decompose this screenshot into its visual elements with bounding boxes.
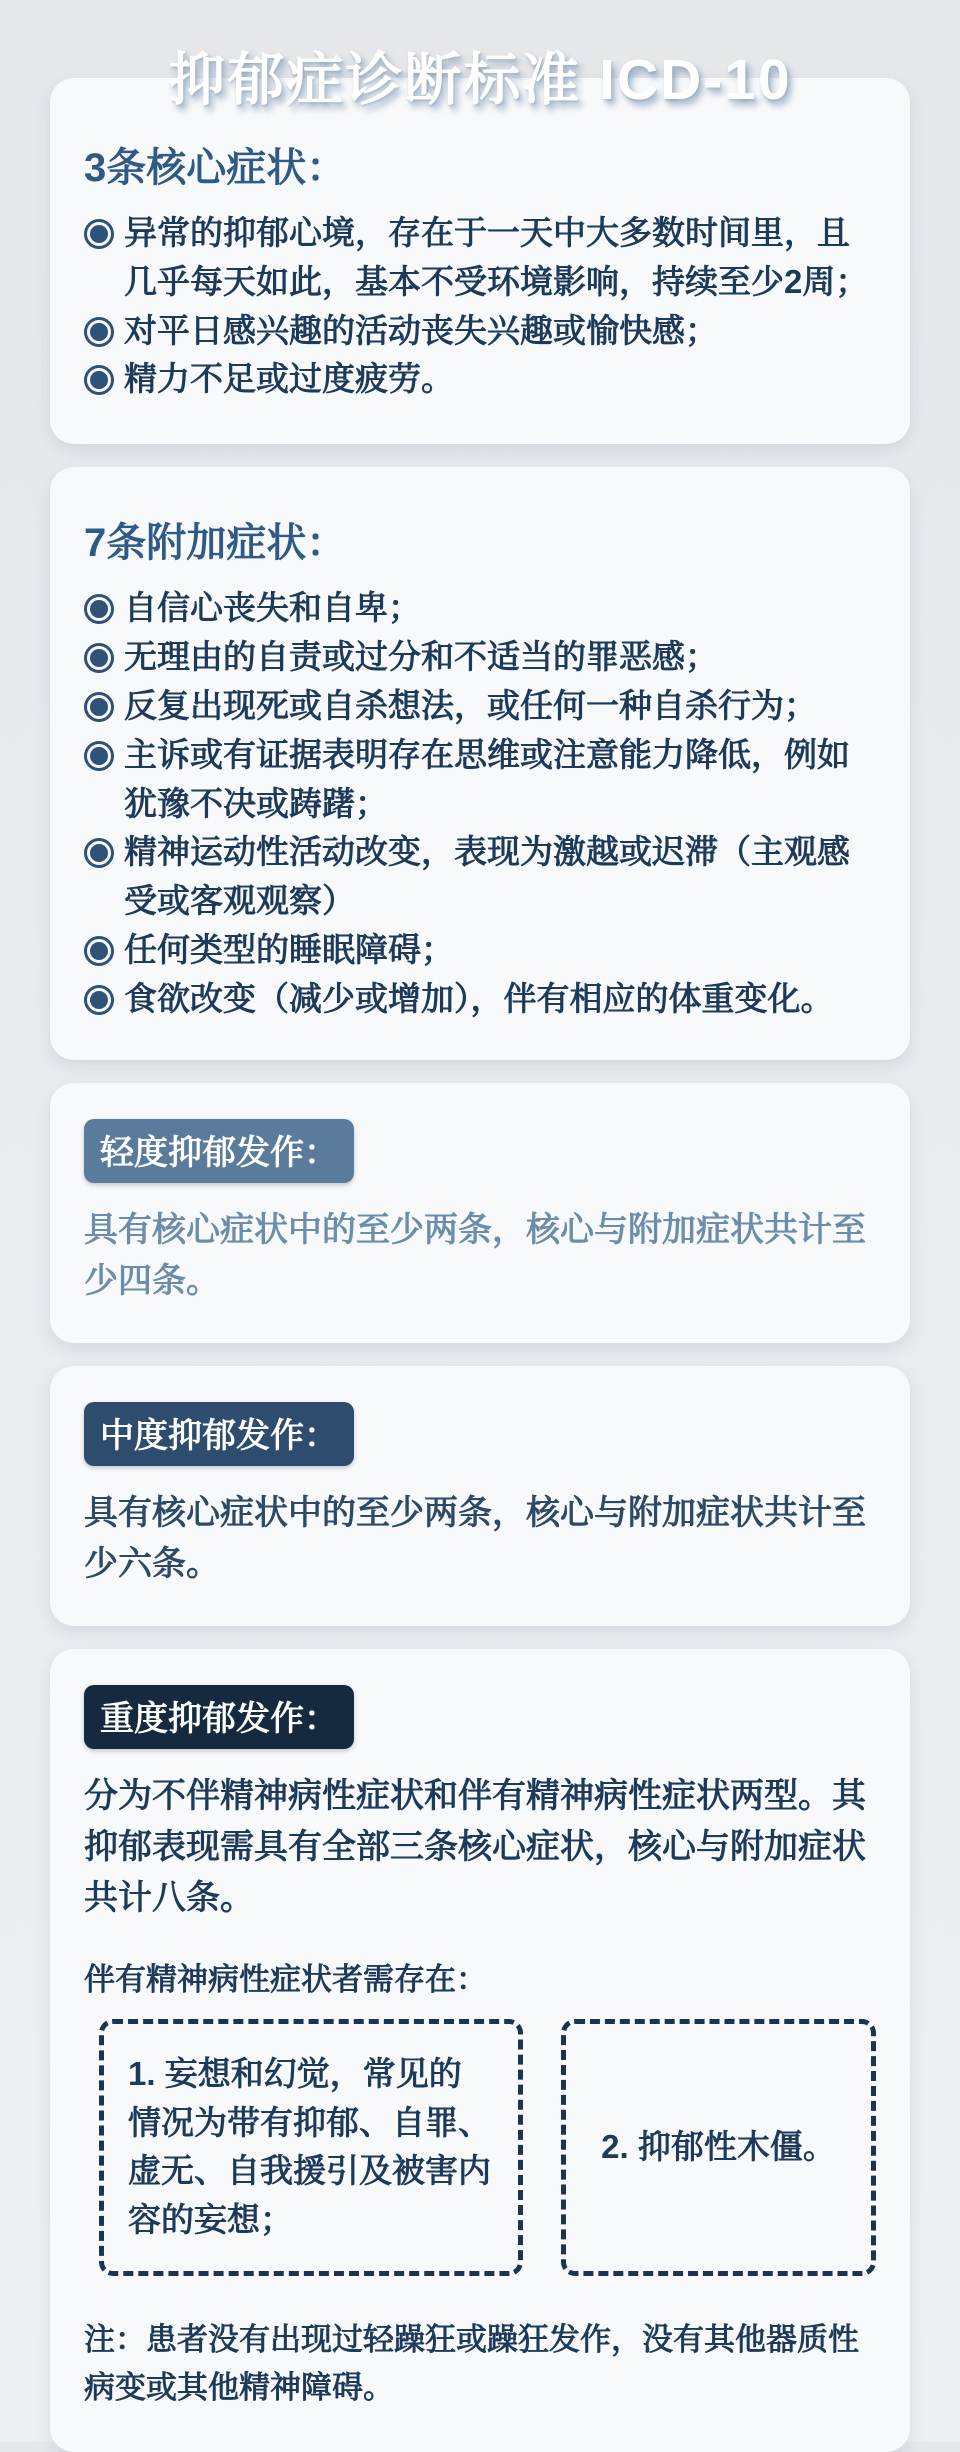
psychotic-symptoms-subheading: 伴有精神病性症状者需存在： [84,1961,487,1997]
list-item [84,975,876,1024]
card-severe-episode [50,1649,910,2452]
core-symptoms-list [84,209,876,404]
card-mild-episode [50,1083,910,1343]
list-item [84,584,876,633]
additional-symptoms-list [84,584,876,1023]
fisheye-bullet-icon [84,838,114,868]
additional-symptoms-heading: 7条附加症状： [84,521,347,566]
fisheye-bullet-icon [84,741,114,771]
psychotic-symptom-box-1: 1. 妄想和幻觉，常见的情况为带有抑郁、自罪、虚无、自我援引及被害内容的妄想； [99,2019,523,2276]
mild-episode-body: 具有核心症状中的至少两条，核心与附加症状共计至少四条。 [84,1210,866,1300]
list-item-text: 任何类型的睡眠障碍； [124,931,454,969]
list-item-text: 自信心丧失和自卑； [124,589,421,627]
moderate-episode-body: 具有核心症状中的至少两条，核心与附加症状共计至少六条。 [84,1493,866,1583]
list-item-text: 反复出现死或自杀想法，或任何一种自杀行为； [124,686,817,724]
list-item-text: 无理由的自责或过分和不适当的罪恶感； [124,638,718,676]
fisheye-bullet-icon [84,692,114,722]
severe-episode-body: 分为不伴精神病性症状和伴有精神病性症状两型。其抑郁表现需具有全部三条核心症状，核心与附加症状共计八条。 [84,1776,866,1917]
fisheye-bullet-icon [84,219,114,249]
fisheye-bullet-icon [84,936,114,966]
list-item [84,926,876,975]
psychotic-symptom-box-2 [561,2019,876,2276]
list-item [84,355,876,404]
card-additional-symptoms [50,467,910,1059]
list-item [84,682,876,731]
list-item-text: 精力不足或过度疲劳。 [124,360,454,398]
fisheye-bullet-icon [84,365,114,395]
psychotic-symptoms-boxes [99,2019,876,2276]
mild-episode-badge: 轻度抑郁发作： [84,1119,354,1183]
card-moderate-episode [50,1366,910,1626]
moderate-episode-badge: 中度抑郁发作： [84,1402,354,1466]
footnote: 注：患者没有出现过轻躁狂或躁狂发作，没有其他器质性病变或其他精神障碍。 [84,2322,859,2406]
psychotic-symptom-box-2-text: 2. 抑郁性木僵。 [601,2128,836,2165]
list-item [84,828,876,926]
page-title: 抑郁症诊断标准 ICD-10 [168,48,792,112]
list-item-text: 对平日感兴趣的活动丧失兴趣或愉快感； [124,311,718,349]
list-item-text: 主诉或有证据表明存在思维或注意能力降低，例如犹豫不决或踌躇； [124,735,850,822]
cards-container [50,78,910,2452]
fisheye-bullet-icon [84,594,114,624]
list-item [84,209,876,307]
severe-episode-badge: 重度抑郁发作： [84,1685,354,1749]
core-symptoms-heading: 3条核心症状： [84,146,347,190]
fisheye-bullet-icon [84,643,114,673]
fisheye-bullet-icon [84,317,114,347]
card-core-symptoms [50,78,910,444]
list-item-text: 食欲改变（减少或增加），伴有相应的体重变化。 [124,979,834,1017]
list-item-text: 精神运动性活动改变，表现为激越或迟滞（主观感受或客观观察） [124,833,850,920]
list-item [84,633,876,682]
list-item-text: 异常的抑郁心境，存在于一天中大多数时间里，且几乎每天如此，基本不受环境影响，持续至少2周； [124,214,869,300]
list-item [84,307,876,356]
fisheye-bullet-icon [84,985,114,1015]
list-item [84,731,876,829]
